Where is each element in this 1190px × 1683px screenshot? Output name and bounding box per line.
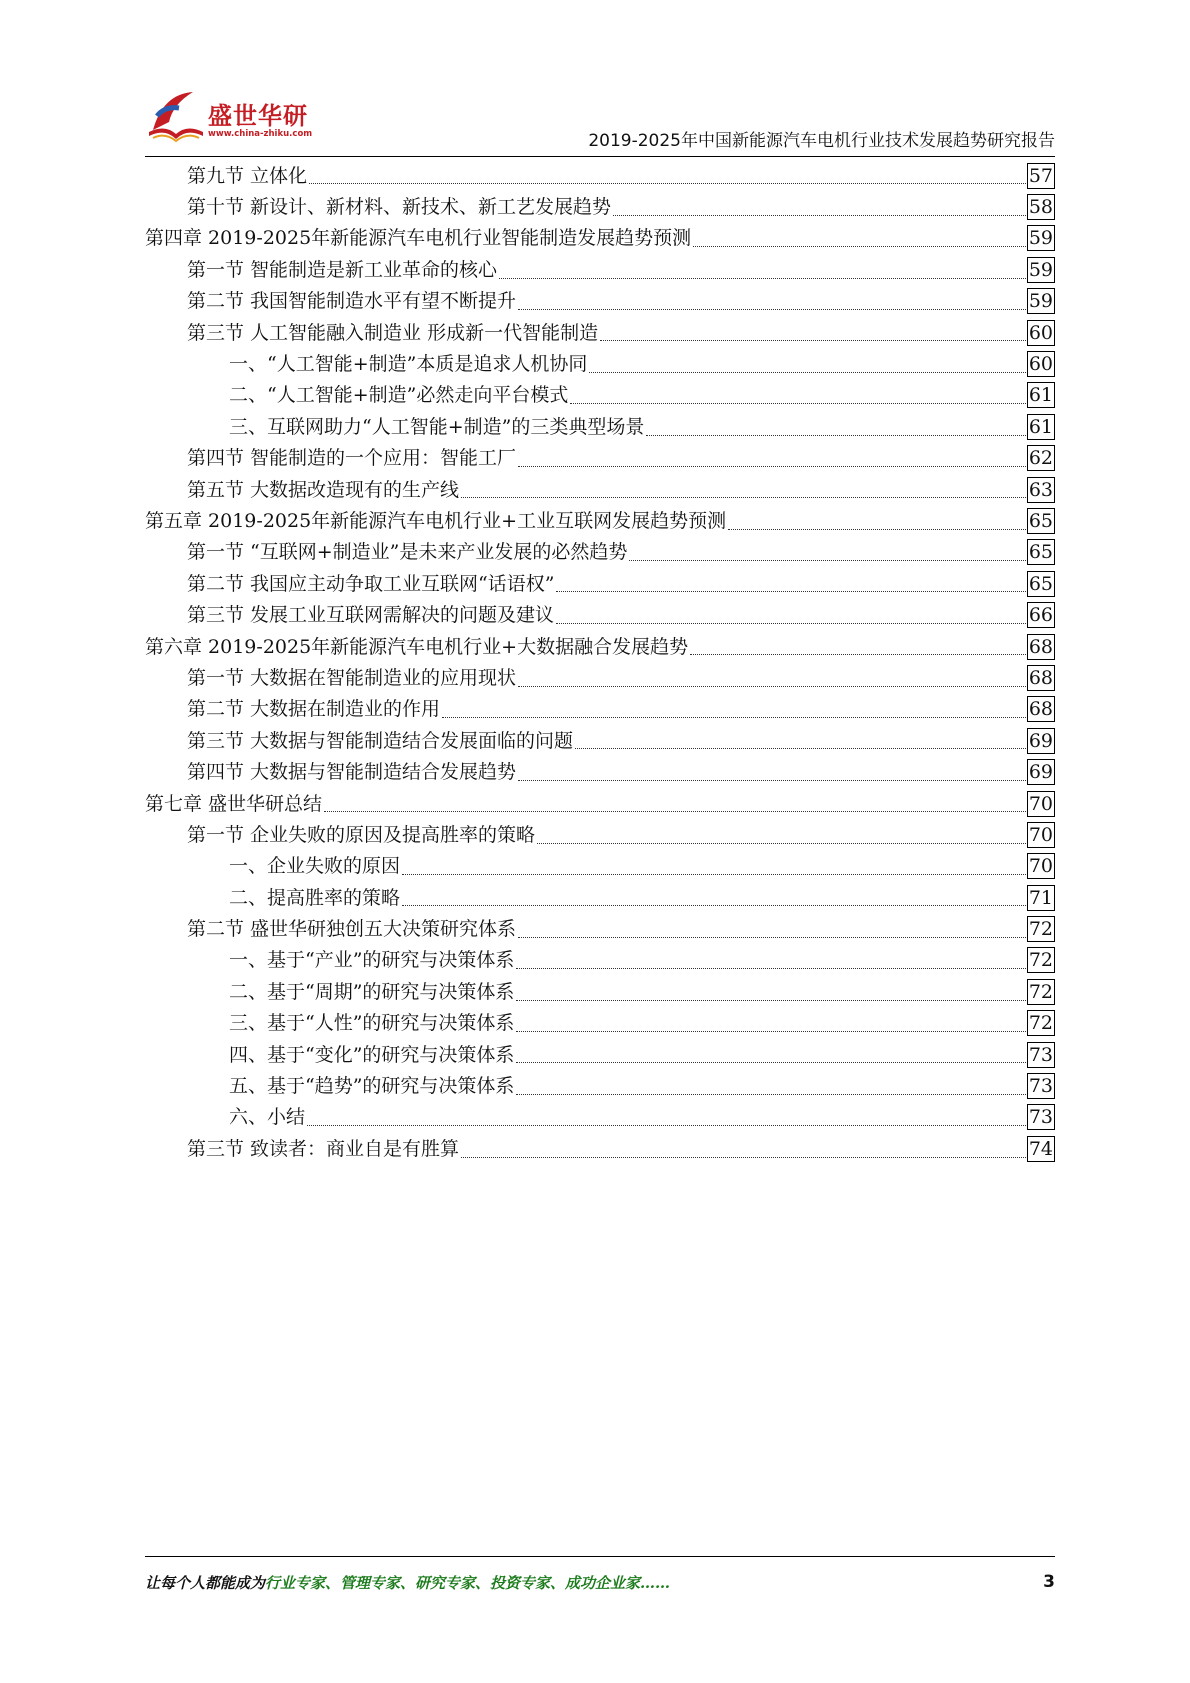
toc-entry[interactable] [145, 1133, 1055, 1164]
logo-url: www.china-zhiku.com [208, 129, 313, 139]
toc-dot-leader [690, 654, 1026, 655]
toc-entry-label: 第三节 致读者：商业自是有胜算 [187, 1137, 460, 1160]
toc-entry-label: 一、基于“产业”的研究与决策体系 [229, 949, 515, 972]
toc-entry-label: 第一节 企业失败的原因及提高胜率的策略 [187, 823, 536, 846]
toc-page-link[interactable]: 71 [1028, 886, 1053, 909]
toc-entry-label: 一、企业失败的原因 [229, 855, 401, 878]
toc-dot-leader [461, 497, 1026, 498]
page-number: 3 [1043, 1572, 1055, 1592]
toc-page-link[interactable]: 70 [1028, 823, 1053, 846]
toc-entry-label: 五、基于“趋势”的研究与决策体系 [229, 1075, 515, 1098]
logo-name: 盛世华研 [208, 102, 308, 130]
toc-dot-leader [728, 529, 1026, 530]
toc-entry[interactable] [145, 788, 1055, 819]
toc-entry[interactable] [145, 851, 1055, 882]
toc-entry-label: 六、小结 [229, 1106, 306, 1129]
toc-page-link[interactable]: 59 [1028, 227, 1053, 250]
toc-entry[interactable] [145, 631, 1055, 662]
toc-dot-leader [307, 1125, 1026, 1126]
toc-page-link[interactable]: 69 [1028, 729, 1053, 752]
toc-entry[interactable] [145, 1070, 1055, 1101]
toc-page-link[interactable]: 72 [1028, 949, 1053, 972]
toc-dot-leader [575, 748, 1026, 749]
toc-entry[interactable] [145, 411, 1055, 442]
toc-page-link[interactable]: 60 [1028, 321, 1053, 344]
toc-dot-leader [518, 937, 1026, 938]
toc-page-link[interactable]: 61 [1028, 384, 1053, 407]
toc-dot-leader [518, 686, 1026, 687]
toc-dot-leader [556, 591, 1025, 592]
toc-entry-label: 第二节 大数据在制造业的作用 [187, 698, 441, 721]
footer-highlight: 行业专家、管理专家、研究专家、投资专家、成功企业家…… [265, 1574, 671, 1592]
toc-entry-label: 第七章 盛世华研总结 [145, 792, 323, 815]
toc-entry[interactable] [145, 191, 1055, 222]
toc-entry[interactable] [145, 568, 1055, 599]
toc-dot-leader [570, 403, 1025, 404]
toc-entry-label: 第五章 2019-2025年新能源汽车电机行业+工业互联网发展趋势预测 [145, 509, 727, 532]
toc-page-link[interactable]: 72 [1028, 918, 1053, 941]
toc-dot-leader [516, 1062, 1025, 1063]
toc-dot-leader [693, 246, 1026, 247]
toc-entry[interactable] [145, 599, 1055, 630]
toc-dot-leader [556, 623, 1026, 624]
toc-page-link[interactable]: 65 [1028, 509, 1053, 532]
toc-entry-label: 第四节 智能制造的一个应用：智能工厂 [187, 447, 517, 470]
toc-page-link[interactable]: 65 [1028, 541, 1053, 564]
toc-page-link[interactable]: 70 [1028, 792, 1053, 815]
toc-entry-label: 二、提高胜率的策略 [229, 886, 401, 909]
toc-entry[interactable] [145, 505, 1055, 536]
toc-page-link[interactable]: 68 [1028, 666, 1053, 689]
toc-entry[interactable] [145, 443, 1055, 474]
footer-divider [145, 1556, 1055, 1557]
toc-page-link[interactable]: 61 [1028, 415, 1053, 438]
book-logo-icon [145, 86, 207, 148]
toc-entry-label: 第五节 大数据改造现有的生产线 [187, 478, 460, 501]
toc-entry[interactable] [145, 819, 1055, 850]
toc-entry-label: 四、基于“变化”的研究与决策体系 [229, 1043, 515, 1066]
toc-entry[interactable] [145, 254, 1055, 285]
toc-dot-leader [516, 1031, 1025, 1032]
toc-entry-label: 第一节 “互联网+制造业”是未来产业发展的必然趋势 [187, 541, 628, 564]
toc-entry[interactable] [145, 694, 1055, 725]
toc-entry-label: 第二节 我国应主动争取工业互联网“话语权” [187, 572, 555, 595]
toc-entry[interactable] [145, 317, 1055, 348]
toc-entry-label: 二、“人工智能+制造”必然走向平台模式 [229, 384, 569, 407]
toc-dot-leader [309, 183, 1026, 184]
toc-page-link[interactable]: 57 [1028, 164, 1053, 187]
toc-page-link[interactable]: 59 [1028, 290, 1053, 313]
toc-dot-leader [402, 905, 1026, 906]
toc-entry-label: 第一节 大数据在智能制造业的应用现状 [187, 666, 517, 689]
toc-entry[interactable] [145, 474, 1055, 505]
toc-dot-leader [518, 309, 1026, 310]
report-title: 2019-2025年中国新能源汽车电机行业技术发展趋势研究报告 [588, 131, 1055, 151]
toc-entry-label: 第九节 立体化 [187, 164, 308, 187]
toc-entry-label: 第三节 人工智能融入制造业 形成新一代智能制造 [187, 321, 599, 344]
toc-entry-label: 三、基于“人性”的研究与决策体系 [229, 1012, 515, 1035]
toc-dot-leader [324, 811, 1026, 812]
toc-dot-leader [402, 874, 1026, 875]
toc-page-link[interactable]: 59 [1028, 258, 1053, 281]
toc-entry[interactable] [145, 223, 1055, 254]
toc-page-link[interactable]: 73 [1028, 1075, 1053, 1098]
toc-page-link[interactable]: 60 [1028, 353, 1053, 376]
toc-dot-leader [600, 340, 1026, 341]
toc-entry-label: 三、互联网助力“人工智能+制造”的三类典型场景 [229, 415, 645, 438]
toc-entry[interactable] [145, 537, 1055, 568]
toc-dot-leader [461, 1157, 1026, 1158]
toc-page-link[interactable]: 63 [1028, 478, 1053, 501]
toc-entry-label: 第三节 大数据与智能制造结合发展面临的问题 [187, 729, 574, 752]
toc-dot-leader [518, 466, 1026, 467]
toc-entry-label: 第四章 2019-2025年新能源汽车电机行业智能制造发展趋势预测 [145, 227, 692, 250]
toc-dot-leader [518, 780, 1026, 781]
toc-entry-label: 第十节 新设计、新材料、新技术、新工艺发展趋势 [187, 196, 612, 219]
toc-entry-label: 第三节 发展工业互联网需解决的问题及建议 [187, 604, 555, 627]
toc-entry-label: 二、基于“周期”的研究与决策体系 [229, 980, 515, 1003]
table-of-contents [145, 160, 1055, 1165]
toc-entry-label: 一、“人工智能+制造”本质是追求人机协同 [229, 353, 588, 376]
toc-page-link[interactable]: 72 [1028, 980, 1053, 1003]
toc-dot-leader [537, 843, 1026, 844]
toc-page-link[interactable]: 74 [1028, 1137, 1053, 1160]
toc-entry[interactable] [145, 1039, 1055, 1070]
toc-dot-leader [516, 1000, 1025, 1001]
company-logo [145, 86, 325, 156]
toc-page-link[interactable]: 65 [1028, 572, 1053, 595]
footer-slogan [145, 1572, 670, 1593]
toc-entry-label: 第六章 2019-2025年新能源汽车电机行业+大数据融合发展趋势 [145, 635, 689, 658]
toc-page-link[interactable]: 72 [1028, 1012, 1053, 1035]
toc-entry-label: 第二节 盛世华研独创五大决策研究体系 [187, 918, 517, 941]
toc-entry-label: 第一节 智能制造是新工业革命的核心 [187, 258, 498, 281]
toc-page-link[interactable]: 68 [1028, 635, 1053, 658]
toc-dot-leader [516, 968, 1025, 969]
toc-dot-leader [516, 1094, 1025, 1095]
toc-dot-leader [646, 435, 1025, 436]
toc-entry-label: 第四节 大数据与智能制造结合发展趋势 [187, 761, 517, 784]
toc-page-link[interactable]: 69 [1028, 761, 1053, 784]
toc-dot-leader [613, 215, 1026, 216]
header-divider [145, 156, 1055, 157]
toc-entry[interactable] [145, 1008, 1055, 1039]
toc-entry[interactable] [145, 286, 1055, 317]
toc-dot-leader [442, 717, 1026, 718]
toc-page-link[interactable]: 58 [1028, 196, 1053, 219]
toc-entry[interactable] [145, 1102, 1055, 1133]
toc-page-link[interactable]: 70 [1028, 855, 1053, 878]
toc-entry[interactable] [145, 913, 1055, 944]
toc-entry[interactable] [145, 725, 1055, 756]
toc-entry[interactable] [145, 882, 1055, 913]
toc-entry[interactable] [145, 380, 1055, 411]
toc-dot-leader [629, 560, 1025, 561]
toc-page-link[interactable]: 62 [1028, 447, 1053, 470]
toc-page-link[interactable]: 66 [1028, 604, 1053, 627]
page-header [145, 78, 1055, 160]
toc-entry[interactable] [145, 160, 1055, 191]
toc-dot-leader [589, 372, 1025, 373]
toc-entry-label: 第二节 我国智能制造水平有望不断提升 [187, 290, 517, 313]
toc-entry[interactable] [145, 976, 1055, 1007]
toc-page-link[interactable]: 73 [1028, 1043, 1053, 1066]
footer-prefix: 让每个人都能成为 [145, 1574, 266, 1592]
toc-page-link[interactable]: 68 [1028, 698, 1053, 721]
toc-entry[interactable] [145, 662, 1055, 693]
toc-page-link[interactable]: 73 [1028, 1106, 1053, 1129]
toc-entry[interactable] [145, 348, 1055, 379]
toc-entry[interactable] [145, 756, 1055, 787]
toc-dot-leader [499, 278, 1026, 279]
toc-entry[interactable] [145, 945, 1055, 976]
